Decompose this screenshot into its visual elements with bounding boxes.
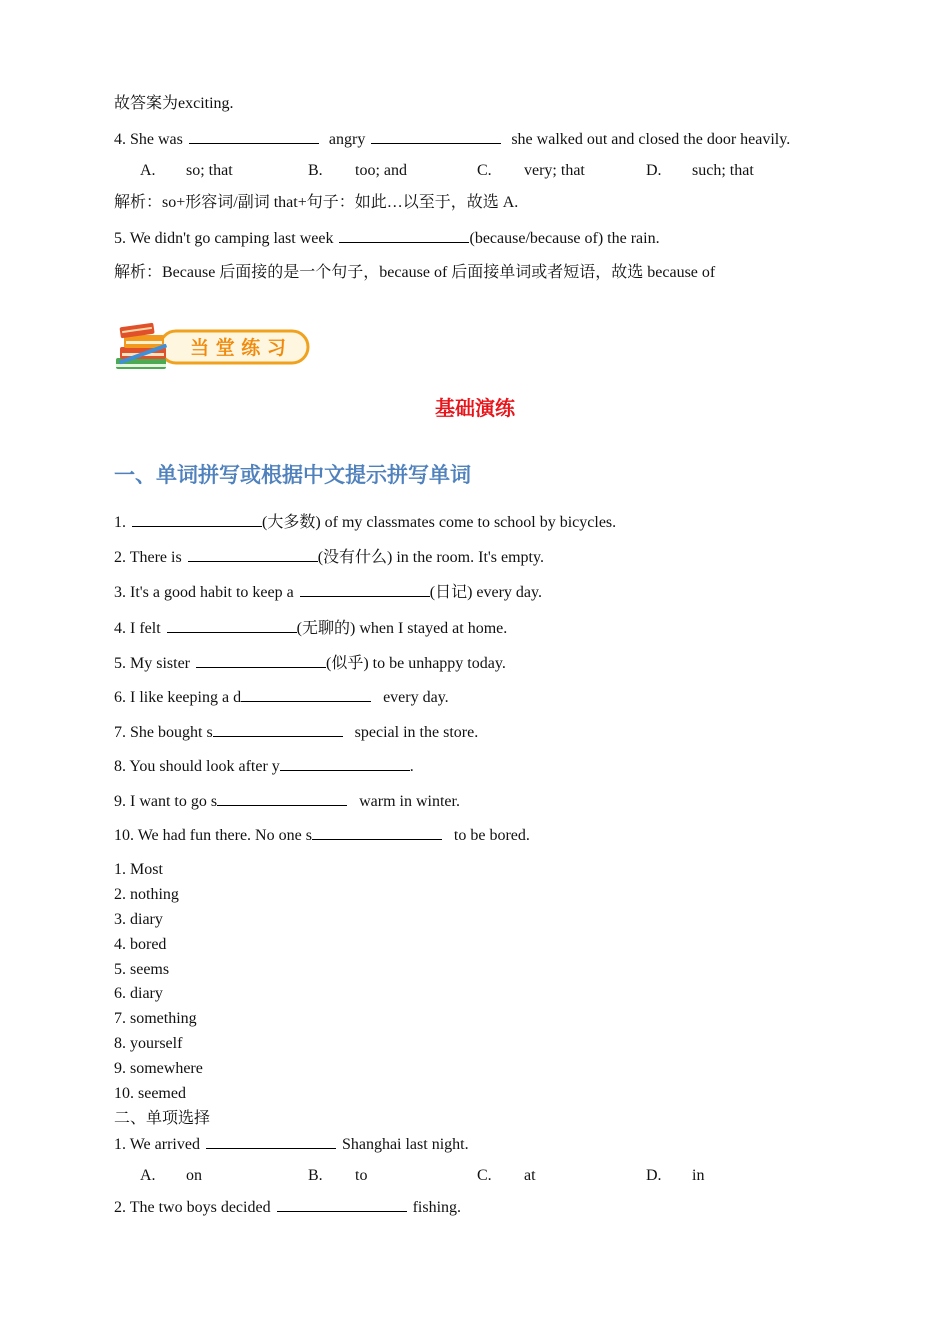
question-4-text: 4. She was: [114, 131, 183, 148]
question-prefix: 3. It's a good habit to keep a: [114, 584, 294, 601]
answer-blank[interactable]: [371, 129, 501, 144]
option-text[interactable]: in: [692, 1167, 705, 1184]
option-text[interactable]: at: [524, 1167, 536, 1184]
answer-item: 2. nothing: [114, 886, 179, 903]
choice-question-1: [114, 1134, 469, 1155]
spelling-question: [114, 756, 414, 777]
answer-item: 9. somewhere: [114, 1060, 203, 1077]
answer-blank[interactable]: [339, 228, 469, 243]
question-prefix: 2. The two boys decided: [114, 1199, 271, 1216]
question-suffix: (日记) every day.: [429, 584, 542, 601]
answer-blank[interactable]: [312, 825, 442, 840]
spelling-question: [114, 825, 530, 846]
option-text[interactable]: such; that: [692, 162, 754, 179]
question-prefix: 4. I felt: [114, 620, 161, 637]
practice-banner: [114, 322, 310, 374]
choice-question-2: [114, 1197, 461, 1218]
question-prefix: 1.: [114, 514, 126, 531]
answer-blank[interactable]: [196, 653, 326, 668]
question-5-end: (because/because of) the rain.: [469, 230, 660, 247]
spelling-question: [114, 582, 542, 603]
answer-item: 8. yourself: [114, 1035, 183, 1052]
spelling-question: [114, 791, 460, 812]
question-suffix: (似乎) to be unhappy today.: [326, 655, 506, 672]
answer-note: 故答案为exciting.: [114, 95, 234, 112]
answer-blank[interactable]: [206, 1134, 336, 1149]
question-prefix: 1. We arrived: [114, 1136, 200, 1153]
answer-blank[interactable]: [280, 756, 410, 771]
spelling-question: [114, 512, 616, 533]
option-text[interactable]: on: [186, 1167, 202, 1184]
option-letter: C.: [477, 162, 492, 179]
question-prefix: 6. I like keeping a d: [114, 689, 242, 706]
question-suffix: (没有什么) in the room. It's empty.: [317, 549, 544, 566]
question-suffix: special in the store.: [354, 724, 479, 741]
answer-item: 6. diary: [114, 985, 163, 1002]
option-letter: C.: [477, 1167, 492, 1184]
option-text[interactable]: so; that: [186, 162, 233, 179]
question-suffix: warm in winter.: [359, 793, 460, 810]
page-heading: 基础演练: [435, 396, 515, 420]
answer-blank[interactable]: [132, 512, 262, 527]
banner-text: 当 堂 练 习: [190, 337, 286, 359]
question-suffix: fishing.: [412, 1199, 462, 1216]
question-prefix: 9. I want to go s: [114, 793, 218, 810]
question-5: [114, 228, 660, 249]
answer-item: 7. something: [114, 1010, 197, 1027]
answer-blank[interactable]: [189, 129, 319, 144]
spelling-question: [114, 653, 506, 674]
question-4-options: [0, 161, 950, 181]
answer-item: 4. bored: [114, 936, 167, 953]
choice-question-1-options: [0, 1166, 950, 1186]
question-prefix: 2. There is: [114, 549, 182, 566]
answer-item: 1. Most: [114, 861, 163, 878]
question-5-text: 5. We didn't go camping last week: [114, 230, 334, 247]
option-letter: D.: [646, 1167, 662, 1184]
section-1-title: 一、单词拼写或根据中文提示拼写单词: [114, 463, 471, 487]
question-suffix: to be bored.: [453, 827, 530, 844]
question-suffix: .: [409, 758, 414, 775]
option-text[interactable]: too; and: [355, 162, 407, 179]
question-suffix: Shanghai last night.: [341, 1136, 469, 1153]
stack-of-books-icon: [114, 322, 310, 374]
spelling-question: [114, 722, 478, 743]
option-letter: D.: [646, 162, 662, 179]
question-4-end: she walked out and closed the door heavily.: [511, 131, 791, 148]
answer-blank[interactable]: [167, 618, 297, 633]
spelling-question: [114, 618, 507, 639]
answer-blank[interactable]: [188, 547, 318, 562]
answer-blank[interactable]: [213, 722, 343, 737]
option-letter: B.: [308, 162, 323, 179]
answer-blank[interactable]: [241, 687, 371, 702]
question-suffix: (大多数) of my classmates come to school by bicycles.: [262, 514, 617, 531]
option-letter: B.: [308, 1167, 323, 1184]
question-suffix: every day.: [383, 689, 449, 706]
section-2-title: 二、单项选择: [114, 1110, 211, 1127]
option-text[interactable]: very; that: [524, 162, 585, 179]
answer-blank[interactable]: [217, 791, 347, 806]
spelling-question: [114, 547, 544, 568]
spelling-question: [114, 687, 449, 708]
question-suffix: (无聊的) when I stayed at home.: [296, 620, 508, 637]
answer-blank[interactable]: [277, 1197, 407, 1212]
question-prefix: 5. My sister: [114, 655, 190, 672]
answer-item: 10. seemed: [114, 1085, 186, 1102]
question-5-analysis: 解析：Because 后面接的是一个句子，because of 后面接单词或者短语，故选 because of: [114, 264, 716, 281]
option-text[interactable]: to: [355, 1167, 368, 1184]
answer-blank[interactable]: [300, 582, 430, 597]
question-4-mid: angry: [328, 131, 366, 148]
option-letter: A.: [140, 1167, 156, 1184]
question-4: [114, 129, 790, 150]
answer-item: 3. diary: [114, 911, 163, 928]
option-letter: A.: [140, 162, 156, 179]
question-prefix: 7. She bought s: [114, 724, 213, 741]
question-4-analysis: 解析：so+形容词/副词 that+句子：如此…以至于，故选 A.: [114, 194, 519, 211]
question-prefix: 10. We had fun there. No one s: [114, 827, 312, 844]
answer-item: 5. seems: [114, 961, 170, 978]
question-prefix: 8. You should look after y: [114, 758, 280, 775]
